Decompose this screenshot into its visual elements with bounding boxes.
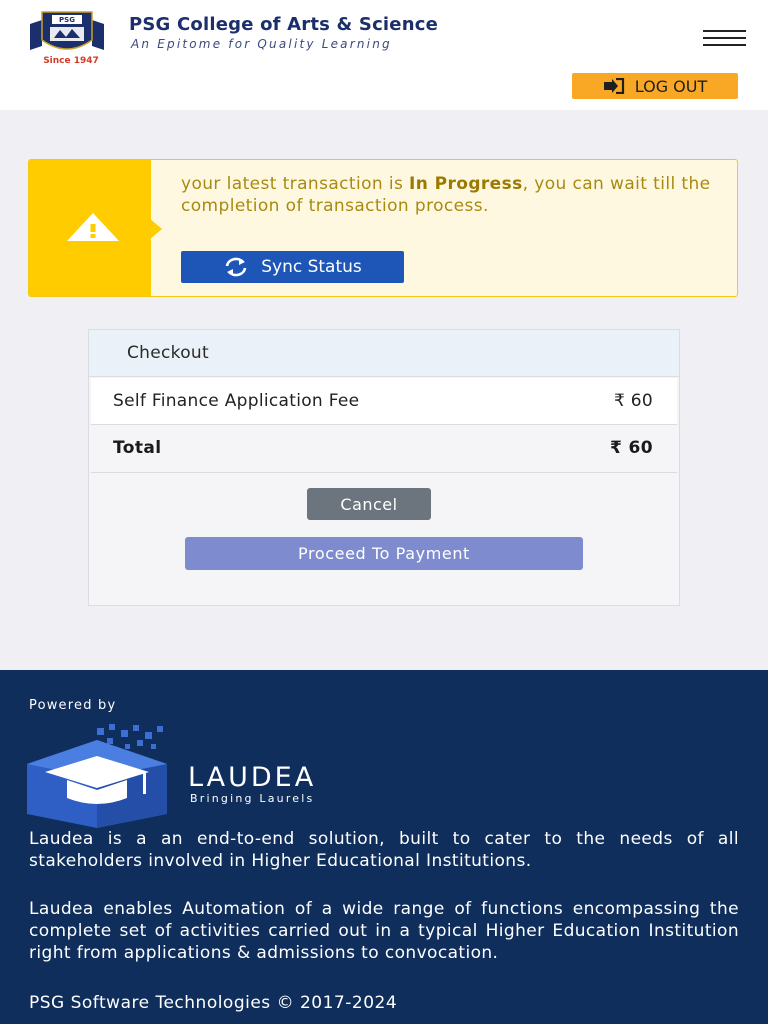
- laudea-tagline: Bringing Laurels: [190, 792, 315, 805]
- total-amount: ₹ 60: [609, 438, 653, 458]
- hamburger-menu-icon[interactable]: [703, 28, 746, 48]
- college-tagline: An Epitome for Quality Learning: [131, 37, 392, 51]
- checkout-line-item: [91, 378, 677, 425]
- cancel-button[interactable]: Cancel: [307, 488, 431, 520]
- checkout-total-row: [91, 426, 677, 473]
- footer-description-2: Laudea enables Automation of a wide range of functions encompassing the complete set of activities carried out in a typical Higher Education Institution right from applications & admissions to convocation.: [29, 899, 739, 963]
- checkout-card: [88, 329, 680, 606]
- sync-status-label: Sync Status: [261, 257, 362, 277]
- since-year: Since 1947: [43, 56, 99, 66]
- sync-status-button[interactable]: [181, 251, 404, 283]
- sign-out-icon: [603, 78, 625, 94]
- laudea-brand-name: LAUDEA: [188, 762, 317, 793]
- footer-description-1: Laudea is a an end-to-end solution, built to cater to the needs of all stakeholders involved in Higher Educational Institutions.: [29, 829, 739, 871]
- laudea-logo-icon: [27, 722, 179, 828]
- line-item-label: Self Finance Application Fee: [113, 391, 360, 411]
- alert-message: [181, 173, 721, 217]
- proceed-to-payment-button[interactable]: Proceed To Payment: [185, 537, 583, 570]
- college-name: PSG College of Arts & Science: [129, 14, 439, 35]
- transaction-alert: [28, 159, 738, 297]
- warning-triangle-icon: [65, 211, 121, 243]
- powered-by-label: Powered by: [29, 698, 117, 713]
- emblem-text: PSG: [59, 16, 75, 24]
- footer: [0, 670, 768, 1024]
- line-item-amount: ₹ 60: [613, 391, 653, 411]
- sync-icon: [223, 257, 249, 277]
- checkout-title: Checkout: [127, 343, 209, 363]
- alert-text-before: your latest transaction is: [181, 174, 410, 194]
- header: [0, 0, 768, 110]
- logout-label: LOG OUT: [634, 76, 708, 96]
- transaction-status: In Progress: [409, 174, 523, 194]
- total-label: Total: [113, 438, 162, 458]
- checkout-header: [89, 330, 679, 377]
- copyright: PSG Software Technologies © 2017-2024: [29, 993, 398, 1013]
- logout-button[interactable]: [572, 73, 738, 99]
- alert-text-after: , you can wait till the completion of transaction process.: [181, 174, 711, 216]
